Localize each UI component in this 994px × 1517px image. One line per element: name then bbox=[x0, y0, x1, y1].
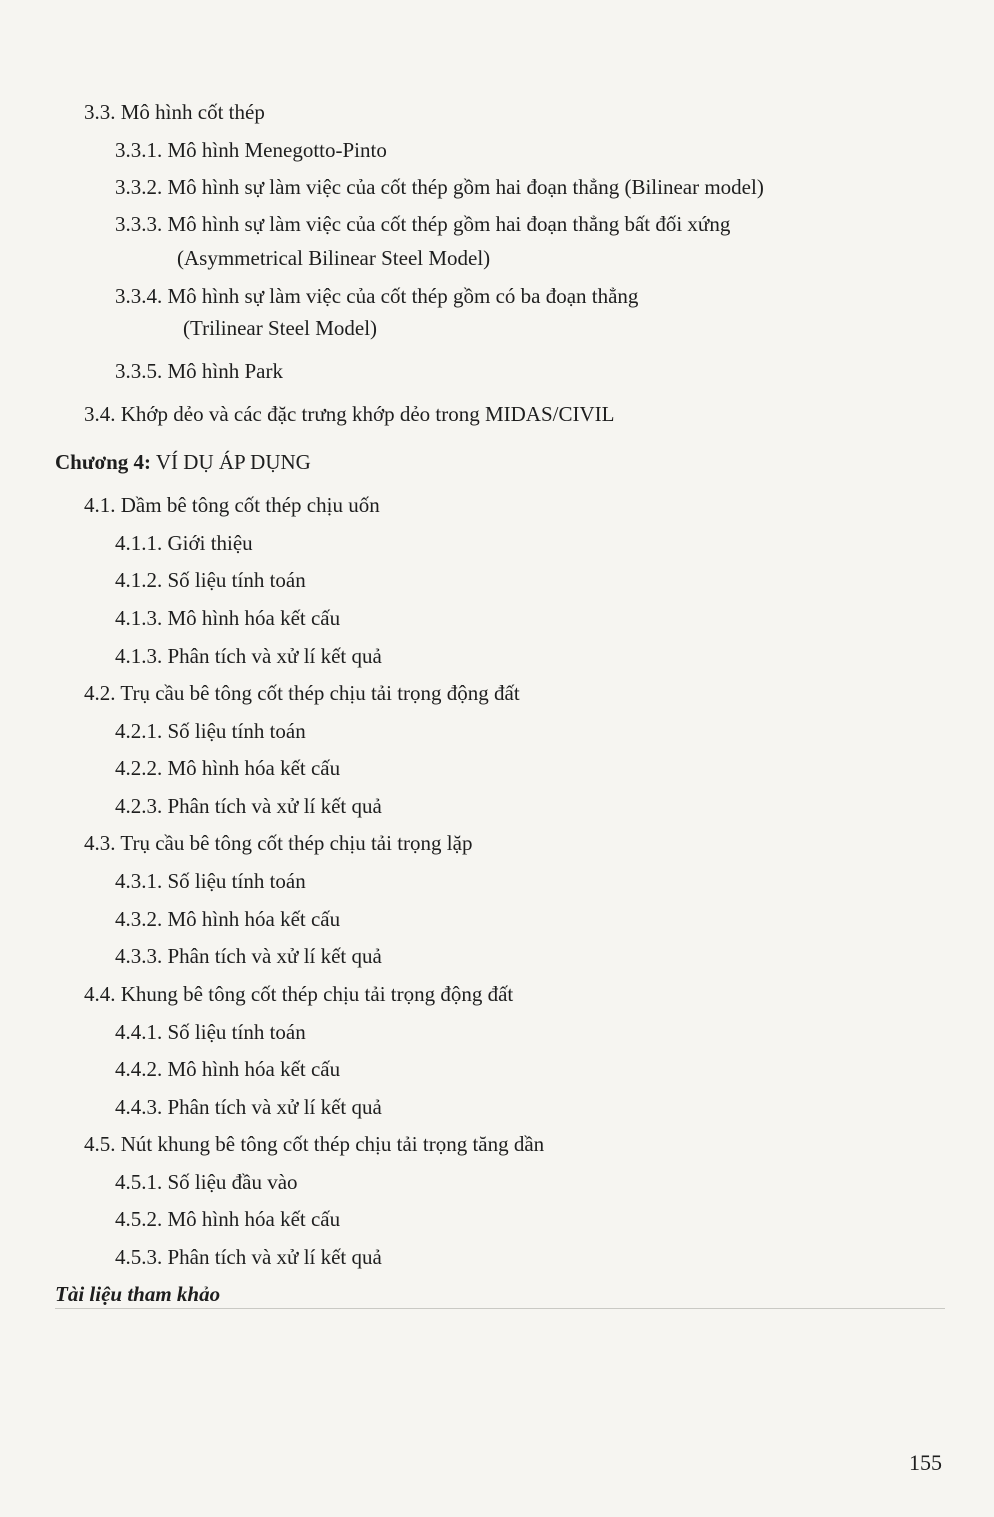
toc-number: 4.5. bbox=[84, 1132, 116, 1156]
toc-title: Mô hình cốt thép bbox=[120, 100, 265, 124]
toc-title: (Asymmetrical Bilinear Steel Model) bbox=[177, 246, 491, 270]
chapter-label: Chương 4: bbox=[55, 450, 151, 474]
toc-title: Số liệu tính toán bbox=[167, 1020, 306, 1044]
toc-number: 4.4.2. bbox=[115, 1057, 163, 1081]
toc-number: 4.2.3. bbox=[115, 794, 163, 818]
toc-number: 3.3.3. bbox=[115, 212, 163, 236]
toc-number: 3.3.1. bbox=[115, 138, 163, 162]
toc-title: Mô hình hóa kết cấu bbox=[167, 606, 341, 630]
toc-number: 3.3.2. bbox=[115, 175, 163, 199]
toc-title: Tài liệu tham khảo bbox=[55, 1282, 221, 1306]
toc-number: 4.1.3. bbox=[115, 644, 163, 668]
toc-title: Phân tích và xử lí kết quả bbox=[167, 1245, 382, 1269]
toc-number: 4.2.2. bbox=[115, 756, 163, 780]
toc-title: Giới thiệu bbox=[167, 531, 253, 555]
toc-title: Phân tích và xử lí kết quả bbox=[167, 644, 382, 668]
toc-title: Mô hình sự làm việc của cốt thép gồm có ba đoạn thẳng bbox=[167, 284, 639, 308]
toc-number: 4.5.2. bbox=[115, 1207, 163, 1231]
page-number: 155 bbox=[909, 1450, 942, 1475]
toc-title: Khung bê tông cốt thép chịu tải trọng động đất bbox=[120, 982, 514, 1006]
toc-title: Mô hình sự làm việc của cốt thép gồm hai đoạn thẳng (Bilinear model) bbox=[167, 175, 764, 199]
toc-title: Trụ cầu bê tông cốt thép chịu tải trọng lặp bbox=[120, 831, 473, 855]
toc-number: 3.4. bbox=[84, 402, 116, 426]
toc-number: 4.1.3. bbox=[115, 606, 163, 630]
toc-title: Mô hình hóa kết cấu bbox=[167, 1207, 341, 1231]
toc-title: Mô hình hóa kết cấu bbox=[167, 756, 341, 780]
toc-number: 4.4.1. bbox=[115, 1020, 163, 1044]
toc-title: Số liệu tính toán bbox=[167, 568, 306, 592]
toc-title: Phân tích và xử lí kết quả bbox=[167, 1095, 382, 1119]
toc-number: 3.3. bbox=[84, 100, 116, 124]
toc-title: Số liệu đầu vào bbox=[167, 1170, 298, 1194]
toc-number: 4.1.1. bbox=[115, 531, 163, 555]
toc-title: Mô hình sự làm việc của cốt thép gồm hai đoạn thẳng bất đối xứng bbox=[167, 212, 731, 236]
toc-title: Số liệu tính toán bbox=[167, 719, 306, 743]
toc-number: 4.1. bbox=[84, 493, 116, 517]
toc-number: 4.2.1. bbox=[115, 719, 163, 743]
toc-title: Mô hình hóa kết cấu bbox=[167, 1057, 341, 1081]
toc-title: Dầm bê tông cốt thép chịu uốn bbox=[120, 493, 380, 517]
toc-title: Phân tích và xử lí kết quả bbox=[167, 794, 382, 818]
toc-title: Nút khung bê tông cốt thép chịu tải trọng tăng dần bbox=[120, 1132, 545, 1156]
toc-number: 4.3.1. bbox=[115, 869, 163, 893]
toc-number: 3.3.4. bbox=[115, 284, 163, 308]
toc-number: 4.4. bbox=[84, 982, 116, 1006]
toc-title: Phân tích và xử lí kết quả bbox=[167, 944, 382, 968]
toc-title: Mô hình hóa kết cấu bbox=[167, 907, 341, 931]
toc-title: VÍ DỤ ÁP DỤNG bbox=[155, 450, 311, 474]
toc-number: 4.4.3. bbox=[115, 1095, 163, 1119]
toc-number: 4.2. bbox=[84, 681, 116, 705]
divider bbox=[55, 1308, 945, 1309]
toc-number: 3.3.5. bbox=[115, 359, 163, 383]
toc-title: Mô hình Menegotto-Pinto bbox=[167, 138, 387, 162]
toc-title: Số liệu tính toán bbox=[167, 869, 306, 893]
toc-number: 4.1.2. bbox=[115, 568, 163, 592]
toc-number: 4.5.1. bbox=[115, 1170, 163, 1194]
toc-title: Trụ cầu bê tông cốt thép chịu tải trọng động đất bbox=[120, 681, 520, 705]
toc-title: Khớp dẻo và các đặc trưng khớp dẻo trong MIDAS/CIVIL bbox=[120, 402, 615, 426]
toc-number: 4.5.3. bbox=[115, 1245, 163, 1269]
toc-number: 4.3.3. bbox=[115, 944, 163, 968]
toc-title: Mô hình Park bbox=[167, 359, 283, 383]
toc-number: 4.3.2. bbox=[115, 907, 163, 931]
toc-number: 4.3. bbox=[84, 831, 116, 855]
toc-title: (Trilinear Steel Model) bbox=[183, 316, 378, 340]
